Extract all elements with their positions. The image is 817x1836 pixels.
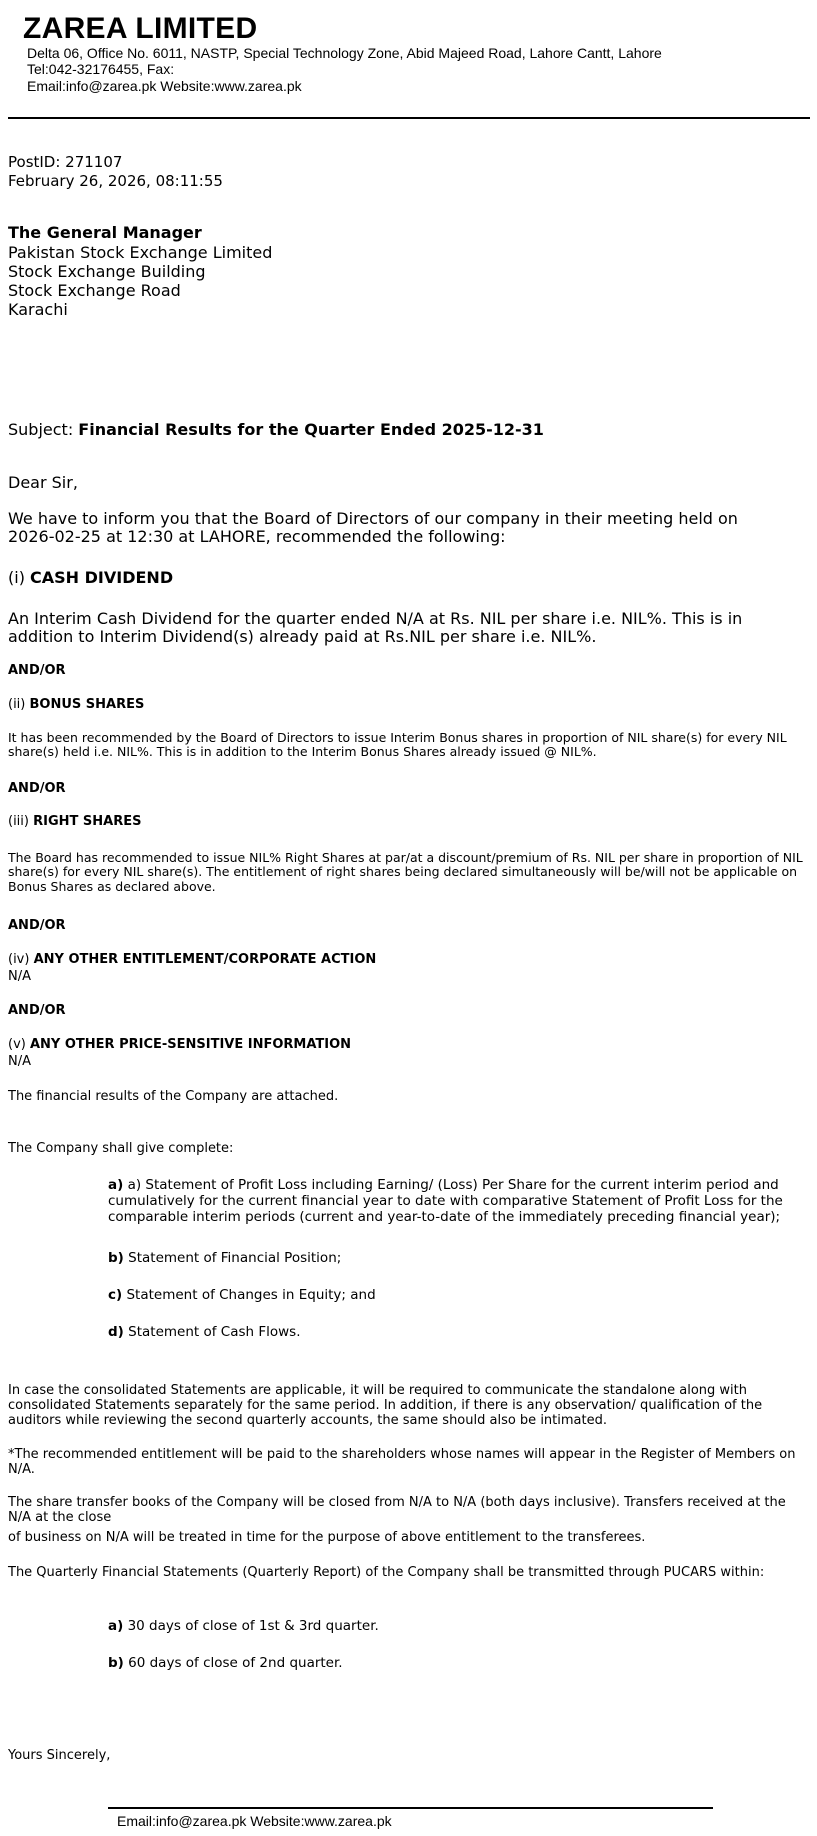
closing: Yours Sincerely,: [8, 1748, 111, 1763]
subject-text: Financial Results for the Quarter Ended 2025-12-31: [78, 420, 544, 439]
consolidated-paragraph: In case the consolidated Statements are applicable, it will be required to communicate the standalone along with consolidated Statements separately for the same period. In addition, if there is any observation/ qualification of the auditors while reviewing the second quarterly accounts, the same should also be intimated.: [8, 1383, 763, 1428]
recipient-line: Stock Exchange Building: [8, 262, 206, 281]
entitlement-note: *The recommended entitlement will be paid to the shareholders whose names will appear in the Register of Members on N/A.: [8, 1447, 796, 1477]
bonus-shares-prefix: (ii): [8, 697, 26, 712]
cash-dividend-title: CASH DIVIDEND: [30, 568, 174, 587]
other-entitlement-title: ANY OTHER ENTITLEMENT/CORPORATE ACTION: [33, 952, 377, 967]
right-shares-heading: [8, 814, 141, 829]
pucars-paragraph: The Quarterly Financial Statements (Quarterly Report) of the Company shall be transmitted through PUCARS within:: [8, 1565, 765, 1580]
results-attached: The financial results of the Company are attached.: [8, 1089, 339, 1104]
statement-letter: d): [108, 1324, 124, 1340]
header-divider: [8, 117, 810, 119]
post-id: PostID: 271107: [8, 153, 123, 171]
price-sensitive-value: N/A: [8, 1054, 31, 1069]
footer-contact: Email:info@zarea.pk Website:www.zarea.pk: [117, 1813, 392, 1829]
salutation: Dear Sir,: [8, 473, 78, 492]
right-shares-title: RIGHT SHARES: [33, 814, 142, 829]
statement-text: Statement of Changes in Equity; and: [126, 1287, 376, 1303]
deadline-item: [108, 1655, 808, 1671]
bonus-shares-text: It has been recommended by the Board of Directors to issue Interim Bonus shares in proportion of NIL share(s) for every NIL share(s) held i.e. NIL%. This is in addition to the Interim Bonus Shares already issued @ NIL%.: [8, 730, 787, 760]
recipient-line: Pakistan Stock Exchange Limited: [8, 243, 273, 262]
statement-item: [108, 1287, 808, 1303]
right-shares-text: The Board has recommended to issue NIL% Right Shares at par/at a discount/premium of Rs. NIL per share in proportion of NIL share(s) for every NIL share(s). The entitlement of right shares being declared simultaneously will be/will not be applicable on Bonus Shares as declared above.: [8, 850, 803, 894]
footer-divider: [108, 1807, 713, 1809]
cash-dividend-prefix: (i): [8, 568, 25, 587]
and-or-label: AND/OR: [8, 781, 66, 796]
deadline-item: [108, 1618, 808, 1634]
recipient-line: Stock Exchange Road: [8, 281, 181, 300]
company-address: Delta 06, Office No. 6011, NASTP, Special Technology Zone, Abid Majeed Road, Lahore Cantt, Lahore: [27, 45, 662, 61]
statement-letter: c): [108, 1287, 123, 1303]
and-or-label: AND/OR: [8, 918, 66, 933]
company-shall-give: The Company shall give complete:: [8, 1141, 234, 1156]
company-phone: Tel:042-32176455, Fax:: [27, 61, 175, 77]
price-sensitive-heading: [8, 1037, 351, 1052]
deadline-letter: a): [108, 1618, 124, 1634]
statement-letter: a): [108, 1177, 124, 1193]
subject-label: Subject:: [8, 420, 74, 439]
statement-letter: b): [108, 1250, 124, 1266]
post-datetime: February 26, 2026, 08:11:55: [8, 172, 223, 190]
subject-line: [8, 420, 544, 439]
and-or-label: AND/OR: [8, 1003, 66, 1018]
cash-dividend-heading: [8, 568, 173, 587]
statement-text: Statement of Financial Position;: [128, 1250, 342, 1266]
recipient-title: The General Manager: [8, 223, 202, 242]
bonus-shares-title: BONUS SHARES: [29, 697, 145, 712]
bonus-shares-heading: [8, 697, 144, 712]
statement-item: [108, 1177, 808, 1226]
company-email: Email:info@zarea.pk Website:www.zarea.pk: [27, 78, 302, 94]
intro-paragraph: We have to inform you that the Board of Directors of our company in their meeting held on 2026-02-25 at 12:30 at LAHORE, recommended the following:: [8, 509, 738, 547]
right-shares-prefix: (iii): [8, 814, 29, 829]
other-entitlement-prefix: (iv): [8, 952, 30, 967]
deadline-text: 60 days of close of 2nd quarter.: [128, 1655, 343, 1671]
other-entitlement-value: N/A: [8, 969, 31, 984]
statement-text: Statement of Cash Flows.: [128, 1324, 301, 1340]
and-or-label: AND/OR: [8, 663, 66, 678]
deadline-text: 30 days of close of 1st & 3rd quarter.: [127, 1618, 379, 1634]
transfer-books-paragraph: The share transfer books of the Company will be closed from N/A to N/A (both days inclusive). Transfers received at the N/A at the close: [8, 1495, 786, 1525]
transfer-books-continuation: of business on N/A will be treated in time for the purpose of above entitlement to the transferees.: [8, 1530, 646, 1545]
statement-item: [108, 1324, 808, 1340]
price-sensitive-title: ANY OTHER PRICE-SENSITIVE INFORMATION: [29, 1037, 352, 1052]
price-sensitive-prefix: (v): [8, 1037, 26, 1052]
statement-item: [108, 1250, 808, 1266]
recipient-line: Karachi: [8, 300, 68, 319]
deadline-letter: b): [108, 1655, 124, 1671]
statement-text: a) Statement of Profit Loss including Earning/ (Loss) Per Share for the current interim period and cumulatively for the current financial year to date with comparative Statement of Profit Loss for the comparable interim periods (current and year-to-date of the immediately preceding financial year);: [108, 1177, 783, 1226]
company-name: ZAREA LIMITED: [23, 12, 258, 45]
other-entitlement-heading: [8, 952, 376, 967]
cash-dividend-text: An Interim Cash Dividend for the quarter ended N/A at Rs. NIL per share i.e. NIL%. This is in addition to Interim Dividend(s) already paid at Rs.NIL per share i.e. NIL%.: [8, 609, 743, 647]
